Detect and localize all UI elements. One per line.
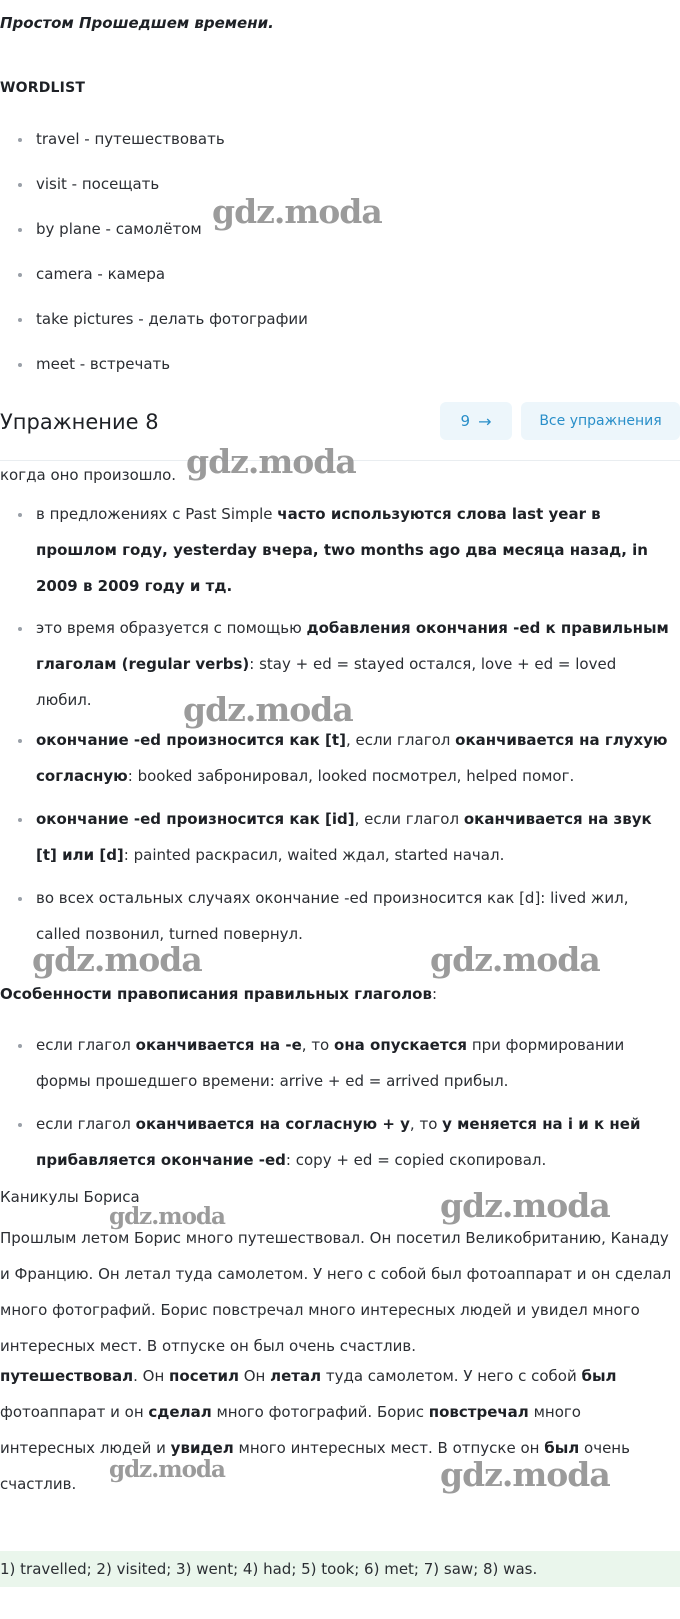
bullet-icon bbox=[18, 183, 22, 187]
list-item: окончание -ed произносится как [id], если глагол оканчивается на звук [t] или [d]: painted раскрасил, waited ждал, started начал. bbox=[0, 801, 680, 873]
list-item: это время образуется с помощью добавления окончания -ed к правильным глаголам (regular verbs): stay + ed = stayed остался, love + ed = loved любил. bbox=[0, 610, 680, 718]
watermark: gdz.moda bbox=[212, 192, 382, 231]
list-item: во всех остальных случаях окончание -ed произносится как [d]: lived жил, called позвонил, turned повернул. bbox=[0, 880, 680, 952]
list-item: если глагол оканчивается на -е, то она опускается при формировании формы прошедшего времени: arrive + ed = arrived прибыл. bbox=[0, 1027, 680, 1099]
wordlist-heading: WORDLIST bbox=[0, 80, 86, 96]
list-item: в предложениях с Past Simple часто используются слова last year в прошлом году, yesterday вчера, two months ago два месяца назад, in 2009 в 2009 году и тд. bbox=[0, 496, 680, 604]
all-exercises-button[interactable]: Все упражнения bbox=[521, 402, 680, 440]
bullet-icon bbox=[18, 138, 22, 142]
bullet-icon bbox=[18, 273, 22, 277]
list-item: travel - путешествовать bbox=[0, 128, 680, 173]
intro-fragment: когда оно произошло. bbox=[0, 466, 177, 484]
list-item: take pictures - делать фотографии bbox=[0, 308, 680, 353]
watermark: gdz.moda bbox=[109, 1203, 225, 1230]
list-item: meet - встречать bbox=[0, 353, 680, 398]
watermark: gdz.moda bbox=[440, 1186, 610, 1225]
next-exercise-button[interactable] bbox=[440, 402, 512, 440]
arrow-right-icon: → bbox=[478, 411, 492, 431]
bullet-icon bbox=[18, 818, 22, 822]
bullet-icon bbox=[18, 1123, 22, 1127]
list-item: camera - камера bbox=[0, 263, 680, 308]
watermark: gdz.moda bbox=[186, 442, 356, 481]
story-with-answers: путешествовал. Он посетил Он летал туда самолетом. У него с собой был фотоаппарат и он сделал много фотографий. Борис повстречал много интересных людей и увидел много интересных мест. В отпуске он был очень счастлив. bbox=[0, 1367, 630, 1493]
bullet-icon bbox=[18, 318, 22, 322]
spelling-heading: Особенности правописания правильных глаголов: bbox=[0, 985, 438, 1003]
watermark: gdz.moda bbox=[430, 940, 600, 979]
bullet-icon bbox=[18, 739, 22, 743]
intro-title: Простом Прошедшем времени. bbox=[0, 14, 274, 32]
list-item: окончание -ed произносится как [t], если глагол оканчивается на глухую согласную: booked забронировал, looked посмотрел, helped помог. bbox=[0, 722, 680, 794]
list-item: visit - посещать bbox=[0, 173, 680, 218]
next-exercise-label: 9 bbox=[460, 412, 471, 430]
watermark: gdz.moda bbox=[440, 1455, 610, 1494]
bullet-icon bbox=[18, 363, 22, 367]
bullet-icon bbox=[18, 897, 22, 901]
story-text: Прошлым летом Борис много путешествовал. Он посетил Великобританию, Канаду и Францию. Он летал туда самолетом. У него с собой был фотоаппарат и он сделал много фотографий. Борис повстречал много интересных людей и увидел много интересных мест. В отпуске он был очень счастлив. bbox=[0, 1229, 672, 1355]
exercise-title: Упражнение 8 bbox=[0, 410, 159, 434]
story-title: Каникулы Бориса bbox=[0, 1188, 140, 1206]
list-item: by plane - самолётом bbox=[0, 218, 680, 263]
bullet-icon bbox=[18, 513, 22, 517]
answer-box: 1) travelled; 2) visited; 3) went; 4) had; 5) took; 6) met; 7) saw; 8) was. bbox=[0, 1551, 680, 1587]
watermark: gdz.moda bbox=[109, 1456, 225, 1483]
bullet-icon bbox=[18, 228, 22, 232]
watermark: gdz.moda bbox=[183, 690, 353, 729]
list-item: если глагол оканчивается на согласную + у, то у меняется на i и к ней прибавляется окончание -ed: copy + ed = copied скопировал. bbox=[0, 1106, 680, 1178]
bullet-icon bbox=[18, 627, 22, 631]
watermark: gdz.moda bbox=[32, 940, 202, 979]
bullet-icon bbox=[18, 1044, 22, 1048]
wordlist bbox=[0, 128, 680, 398]
